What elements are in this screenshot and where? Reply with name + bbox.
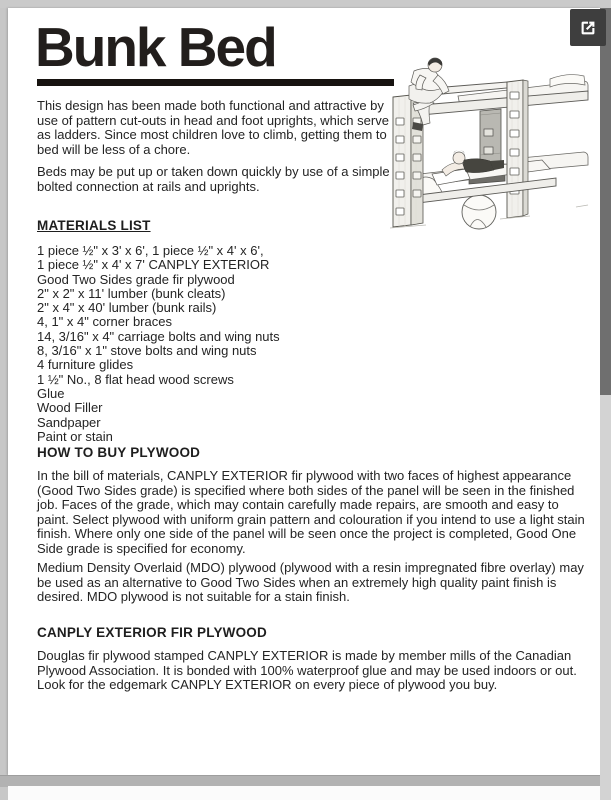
intro-paragraph-2: Beds may be put up or taken down quickly by use of a simple bolted connection at rails and uprights. [37,164,390,194]
right-upright [507,80,528,218]
open-in-new-button[interactable] [570,9,606,46]
materials-list-item: 8, 3/16" x 1" stove bolts and wing nuts [37,343,257,359]
open-in-new-icon [577,17,599,39]
how-to-buy-paragraph-1: In the bill of materials, CANPLY EXTERIOR fir plywood with two faces of highest appearance (Good Two Sides grade) is specified where both sides of the panel will be seen in the finished job. Faces of the grade, which may contain carefully made repairs, are smooth and easy to paint. Select plywood with uniform grain pattern and colouration if you intend to use a light stain finish. Where only one side of the panel will be seen once the project is completed, Good One Side grade is specified for economy. [37,468,585,556]
scrollbar-track[interactable] [600,8,611,800]
materials-list-item: Sandpaper [37,414,101,430]
materials-list-item: 4 furniture glides [37,357,134,373]
canply-heading: CANPLY EXTERIOR FIR PLYWOOD [37,625,267,640]
ball [462,195,496,229]
materials-list-item: 1 piece ½" x 4' x 7' CANPLY EXTERIOR [37,257,270,273]
left-upright [393,95,423,227]
materials-list-item: Glue [37,385,65,401]
intro-text [37,99,391,202]
materials-list-item: 2" x 4" x 40' lumber (bunk rails) [37,300,217,316]
title-rule [37,79,394,86]
bunk-bed-illustration [380,55,598,236]
next-page-top [8,786,600,800]
materials-list-item: 1 ½" No., 8 flat head wood screws [37,371,234,387]
materials-list [37,244,391,444]
how-to-buy-heading: HOW TO BUY PLYWOOD [37,445,201,460]
materials-list-item: 4, 1" x 4" corner braces [37,314,172,330]
materials-list-heading: MATERIALS LIST [37,218,151,233]
viewer-top-bar [0,0,611,8]
materials-list-item: 2" x 2" x 11' lumber (bunk cleats) [37,285,226,301]
how-to-buy-paragraph-2: Medium Density Overlaid (MDO) plywood (plywood with a resin impregnated fibre overlay) may be used as an alternative to Good Two Sides when an extremely high quality paint finish is desired. MDO plywood is not suitable for a stain finish. [37,560,584,604]
canply-paragraph: Douglas fir plywood stamped CANPLY EXTERIOR is made by member mills of the Canadian Plywood Association. It is bonded with 100% waterproof glue and may be used indoors or out. Look for the edgemark CANPLY EXTERIOR on every piece of plywood you buy. [37,648,577,692]
materials-list-item: 14, 3/16" x 4" carriage bolts and wing nuts [37,328,280,344]
materials-list-item: Good Two Sides grade fir plywood [37,271,235,287]
materials-list-item: Paint or stain [37,428,113,444]
materials-list-item: 1 piece ½" x 3' x 6', 1 piece ½" x 4' x 6', [37,243,264,258]
intro-paragraph-1: This design has been made both functional and attractive by use of pattern cut-outs in head and foot uprights, which serve as ladders. Since most children love to climb, getting them to bed will be less of a chore. [37,98,389,157]
materials-list-item: Wood Filler [37,400,103,416]
page-title: Bunk Bed [35,16,276,78]
scrollbar-thumb[interactable] [600,8,611,395]
document-page [8,8,600,775]
